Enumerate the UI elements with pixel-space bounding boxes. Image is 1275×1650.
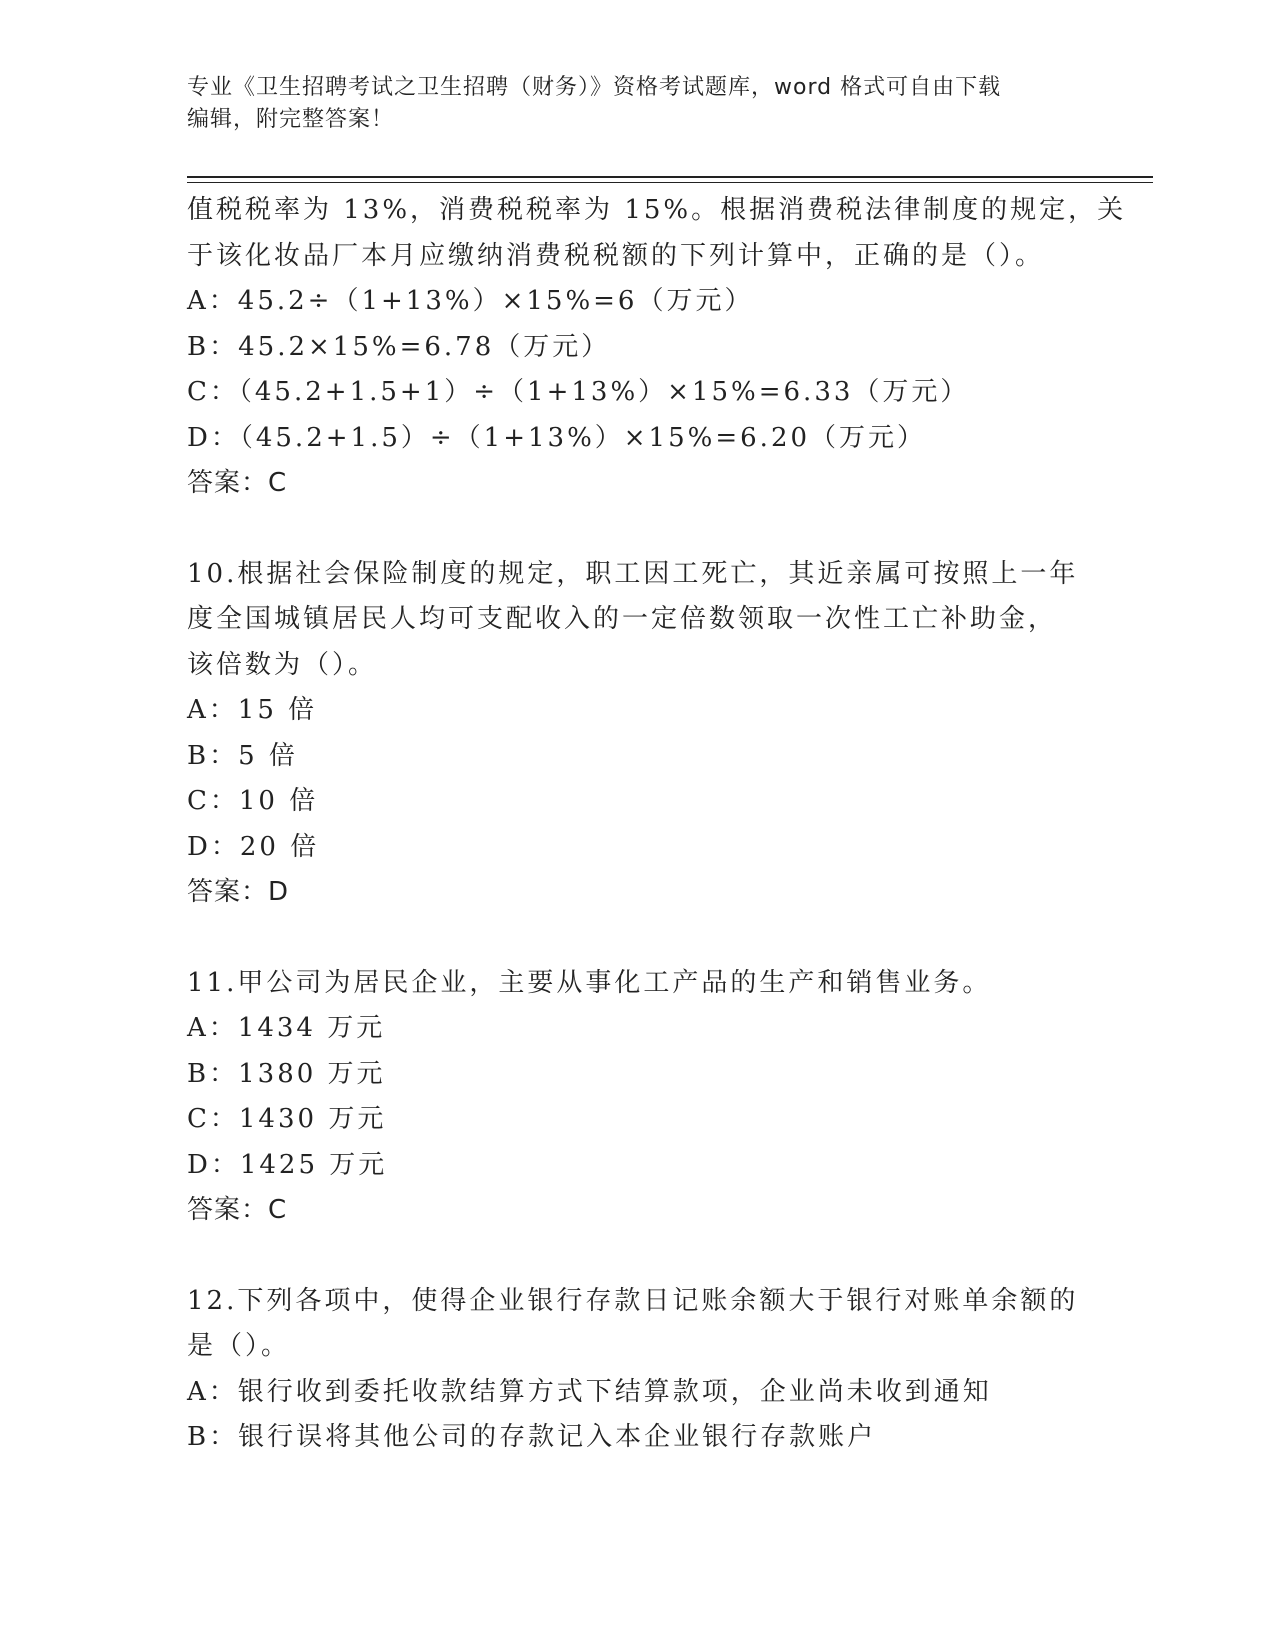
header-rule-thin [187,182,1153,183]
question-stem-line: 该倍数为（）。 [187,649,378,680]
question-stem-line: 值税税率为 13%，消费税税率为 15%。根据消费税法律制度的规定，关 [187,195,1127,225]
question-stem-line: 度全国城镇居民人均可支配收入的一定倍数领取一次性工亡补助金， [187,604,1058,634]
option-a: A：15 倍 [187,695,318,725]
question-10 [187,552,1087,916]
question-stem-line: 10.根据社会保险制度的规定，职工因工死亡，其近亲属可按照上一年 [187,558,1079,589]
header-line-1: 专业《卫生招聘考试之卫生招聘（财务）》资格考试题库，word 格式可自由下载 [187,75,1002,100]
option-b: B：1380 万元 [187,1058,386,1089]
question-12 [187,1279,1087,1461]
option-b: B：银行误将其他公司的存款记入本企业银行存款账户 [187,1422,877,1452]
spacer [187,507,1087,552]
spacer [187,1234,1087,1279]
header-rule-thick [187,176,1153,178]
question-stem-line: 于该化妆品厂本月应缴纳消费税税额的下列计算中，正确的是（）。 [187,240,1045,271]
option-a: A：银行收到委托收款结算方式下结算款项，企业尚未收到通知 [187,1376,992,1407]
option-a: A：1434 万元 [187,1013,386,1043]
document-header [187,72,1067,136]
question-content [187,188,1127,1461]
header-line-2: 编辑，附完整答案！ [187,107,395,132]
question-stem-line: 12.下列各项中，使得企业银行存款日记账余额大于银行对账单余额的 [187,1285,1079,1316]
question-9 [187,188,1127,507]
option-d: D：（45.2+1.5）÷（1+13%）×15%=6.20（万元） [187,422,927,453]
option-a: A：45.2÷（1+13%）×15%=6（万元） [187,286,754,316]
option-b: B：45.2×15%=6.78（万元） [187,331,611,362]
option-c: C：（45.2+1.5+1）÷（1+13%）×15%=6.33（万元） [187,377,970,407]
option-b: B：5 倍 [187,740,298,771]
answer: 答案：C [187,1195,288,1225]
question-11 [187,961,1087,1234]
answer: 答案：D [187,877,290,907]
option-c: C：1430 万元 [187,1104,387,1134]
option-d: D：1425 万元 [187,1149,388,1180]
question-stem-line: 是（）。 [187,1331,291,1361]
question-stem-line: 11.甲公司为居民企业，主要从事化工产品的生产和销售业务。 [187,967,992,998]
option-c: C：10 倍 [187,786,319,816]
answer: 答案：C [187,468,288,498]
spacer [187,916,1087,961]
option-d: D：20 倍 [187,831,320,862]
